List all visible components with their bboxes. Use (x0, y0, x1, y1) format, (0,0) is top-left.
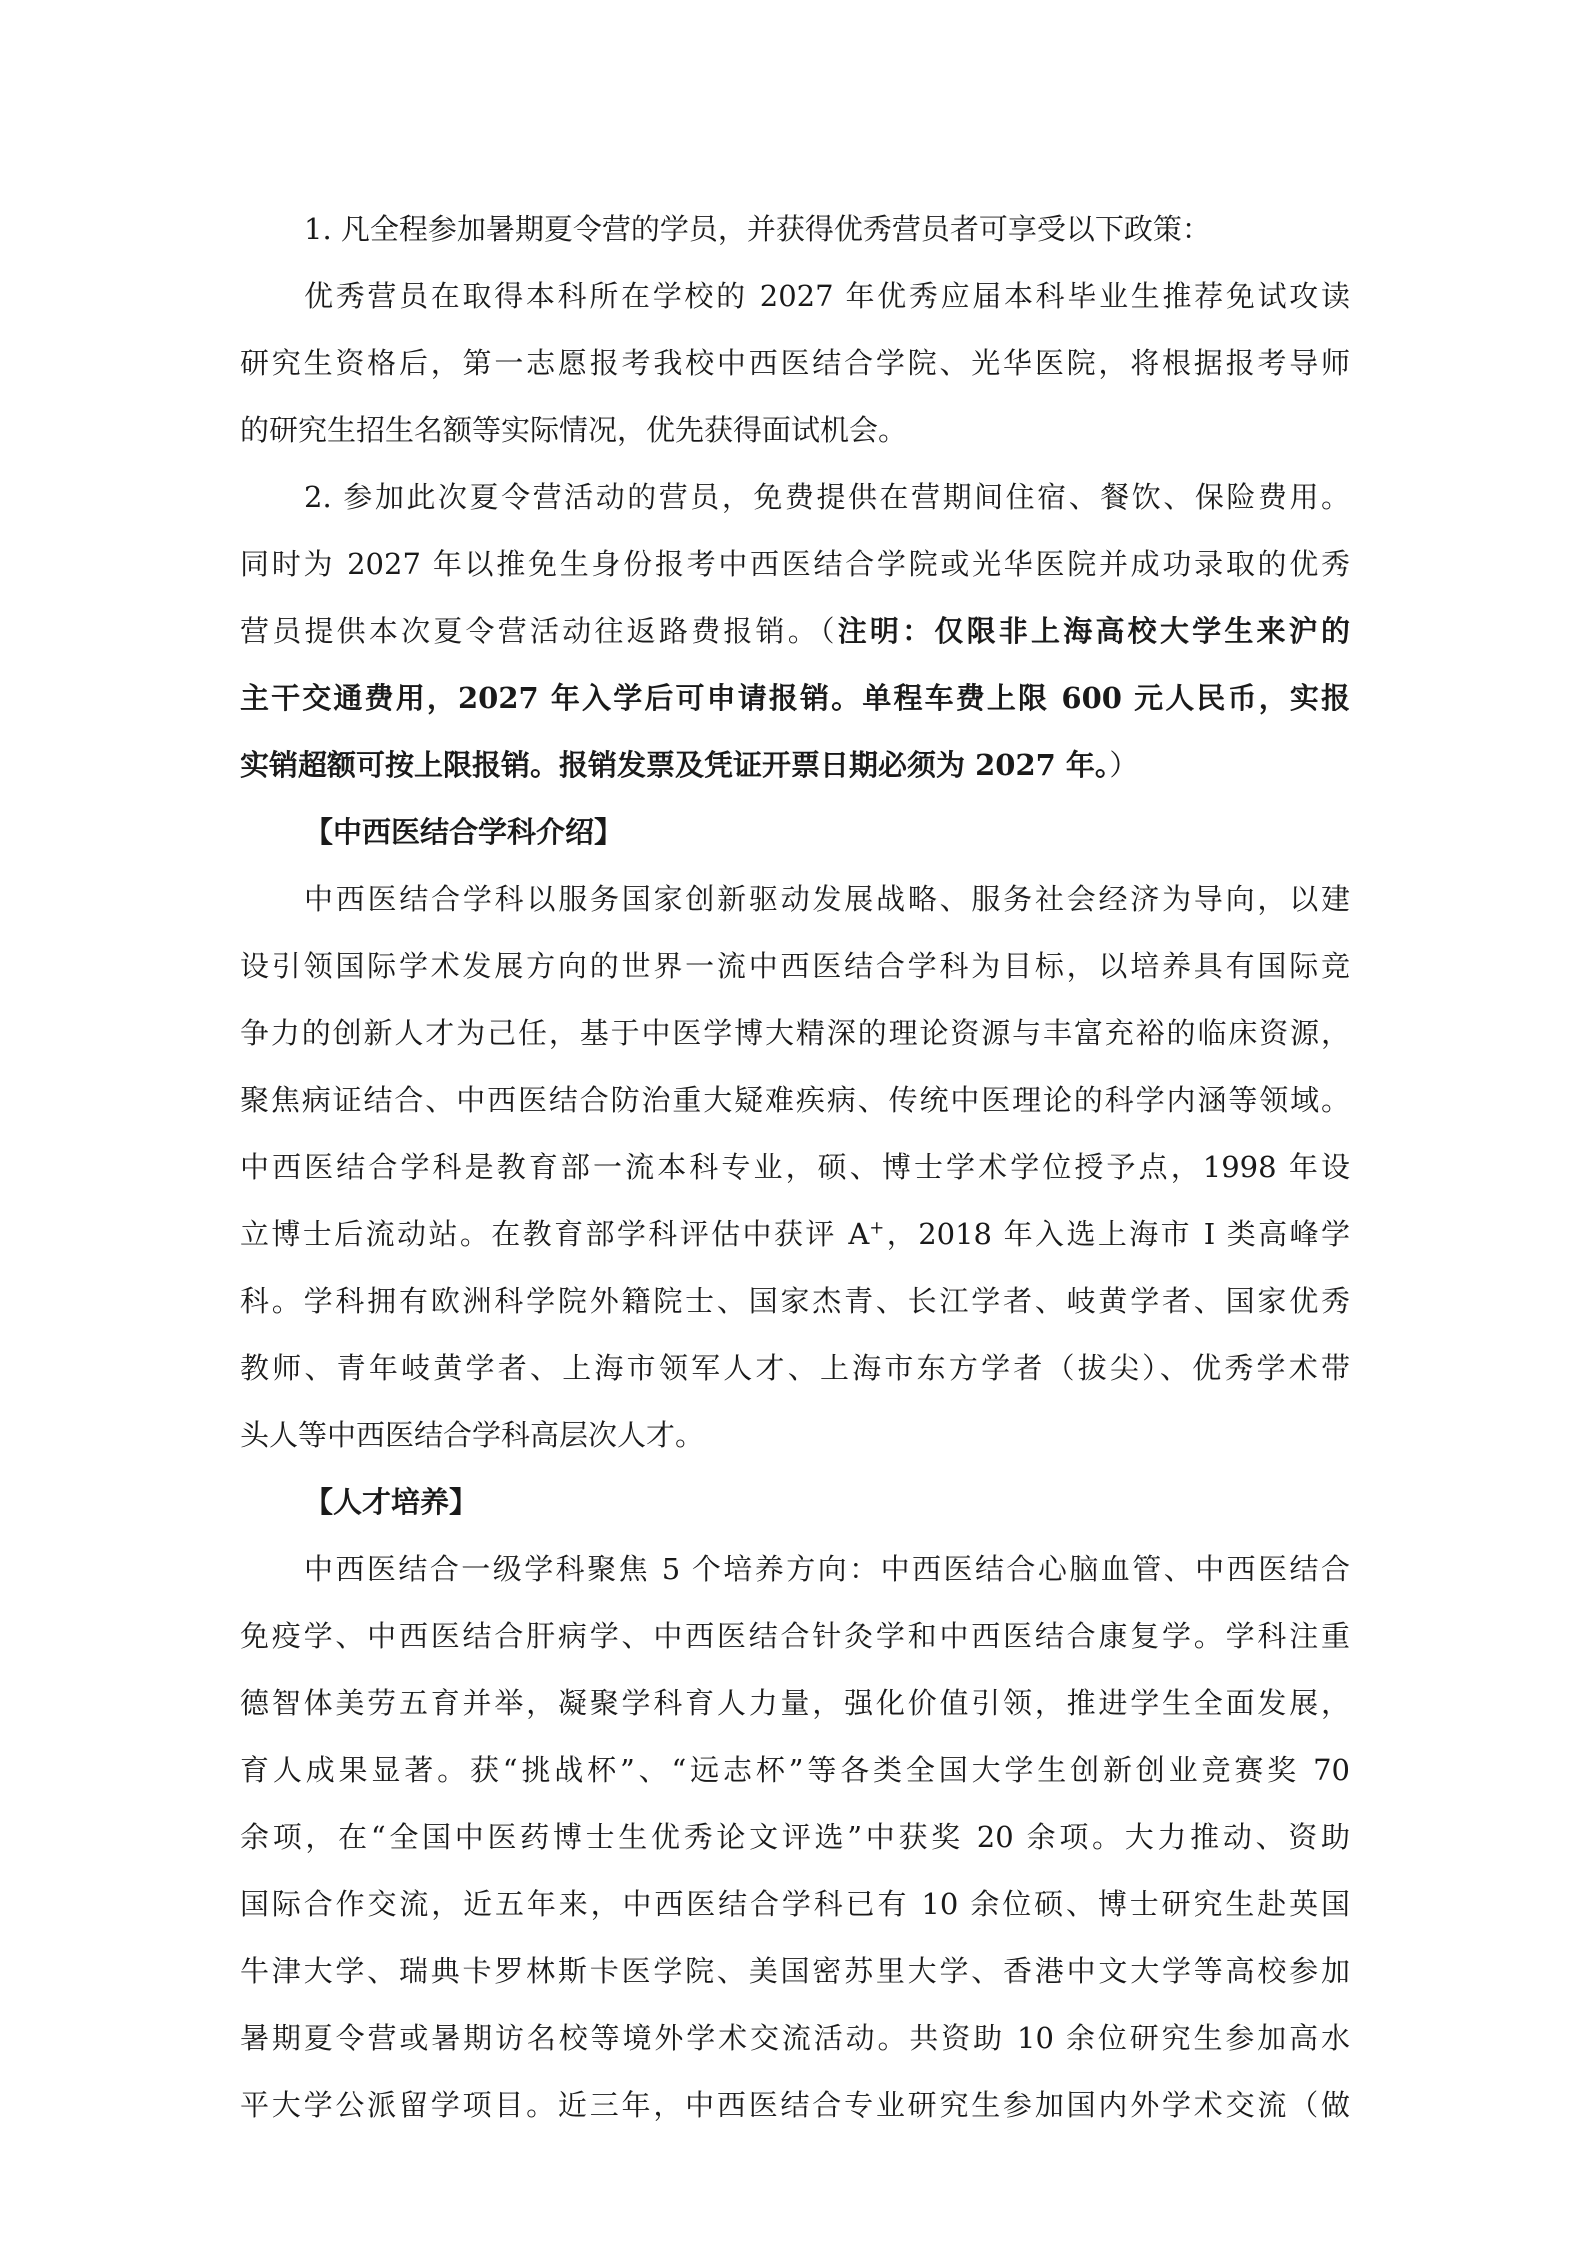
policy-item-1: 1. 凡全程参加暑期夏令营的学员，并获得优秀营员者可享受以下政策： (304, 212, 1211, 246)
document-page (240, 196, 1350, 2139)
paragraph-line: 研究生资格后，第一志愿报考我校中西医结合学院、光华医院，将根据报考导师 (240, 346, 1350, 380)
paragraph-line: 聚焦病证结合、中西医结合防治重大疑难疾病、传统中医理论的科学内涵等领域。 (240, 1083, 1350, 1117)
paragraph-text: 立博士后流动站。在教育部学科评估中获评 A (240, 1217, 870, 1251)
reimbursement-note: 主干交通费用，2027 年入学后可申请报销。单程车费上限 600 元人民币，实报 (240, 681, 1350, 715)
paragraph-text: 营员提供本次夏令营活动往返路费报销。（ (240, 614, 838, 648)
paragraph-line: 科。学科拥有欧洲科学院外籍院士、国家杰青、长江学者、岐黄学者、国家优秀 (240, 1284, 1350, 1318)
reimbursement-note: 实销超额可按上限报销。报销发票及凭证开票日期必须为 2027 年。 (240, 748, 1110, 782)
paragraph-line: 优秀营员在取得本科所在学校的 2027 年优秀应届本科毕业生推荐免试攻读 (304, 279, 1350, 313)
paragraph-line: 争力的创新人才为己任，基于中医学博大精深的理论资源与丰富充裕的临床资源， (240, 1016, 1350, 1050)
paragraph-line: 育人成果显著。获“挑战杯”、“远志杯”等各类全国大学生创新创业竞赛奖 70 (240, 1753, 1350, 1787)
paragraph-line (240, 732, 1350, 799)
paragraph-line (240, 1201, 1350, 1268)
paragraph-line: 的研究生招生名额等实际情况，优先获得面试机会。 (240, 413, 908, 447)
section-heading-training: 【人才培养】 (304, 1485, 479, 1519)
paragraph-line: 中西医结合学科是教育部一流本科专业，硕、博士学术学位授予点，1998 年设 (240, 1150, 1350, 1184)
paragraph-line: 中西医结合一级学科聚焦 5 个培养方向：中西医结合心脑血管、中西医结合 (304, 1552, 1350, 1586)
paragraph-line: 平大学公派留学项目。近三年，中西医结合专业研究生参加国内外学术交流（做 (240, 2088, 1350, 2122)
paragraph-line: 牛津大学、瑞典卡罗林斯卡医学院、美国密苏里大学、香港中文大学等高校参加 (240, 1954, 1350, 1988)
policy-item-2: 2. 参加此次夏令营活动的营员，免费提供在营期间住宿、餐饮、保险费用。 (304, 480, 1350, 514)
paragraph-line: 教师、青年岐黄学者、上海市领军人才、上海市东方学者（拔尖）、优秀学术带 (240, 1351, 1350, 1385)
reimbursement-note: 注明：仅限非上海高校大学生来沪的 (837, 614, 1350, 648)
paragraph-line: 余项，在“全国中医药博士生优秀论文评选”中获奖 20 余项。大力推动、资助 (240, 1820, 1350, 1854)
paragraph-line: 国际合作交流，近五年来，中西医结合学科已有 10 余位硕、博士研究生赴英国 (240, 1887, 1350, 1921)
paragraph-line: 免疫学、中西医结合肝病学、中西医结合针灸学和中西医结合康复学。学科注重 (240, 1619, 1350, 1653)
paragraph-line: 中西医结合学科以服务国家创新驱动发展战略、服务社会经济为导向，以建 (304, 882, 1350, 916)
paragraph-line (240, 598, 1350, 665)
paragraph-text: ） (1109, 748, 1139, 782)
grade-superscript: + (869, 1217, 885, 1239)
paragraph-line: 同时为 2027 年以推免生身份报考中西医结合学院或光华医院并成功录取的优秀 (240, 547, 1350, 581)
section-heading-discipline: 【中西医结合学科介绍】 (304, 815, 624, 849)
paragraph-line: 暑期夏令营或暑期访名校等境外学术交流活动。共资助 10 余位研究生参加高水 (240, 2021, 1350, 2055)
paragraph-text: ，2018 年入选上海市 I 类高峰学 (884, 1217, 1350, 1251)
paragraph-line: 头人等中西医结合学科高层次人才。 (240, 1418, 705, 1452)
paragraph-line: 德智体美劳五育并举，凝聚学科育人力量，强化价值引领，推进学生全面发展， (240, 1686, 1350, 1720)
paragraph-line: 设引领国际学术发展方向的世界一流中西医结合学科为目标，以培养具有国际竞 (240, 949, 1350, 983)
